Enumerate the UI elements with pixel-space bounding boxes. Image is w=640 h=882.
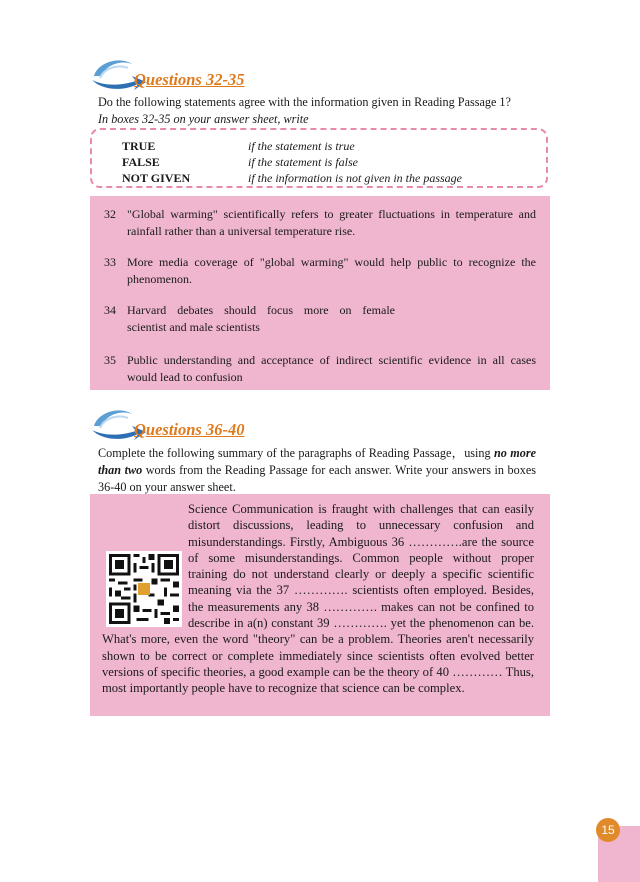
instruction-part: words from the Reading Passage for each answer. Write your answers in boxes 36-40 on your answer sheet. [98,463,536,494]
option-label: TRUE [122,139,156,153]
instruction-paragraph [98,445,536,496]
summary-text [102,501,534,697]
option-label: FALSE [122,155,160,169]
instruction-part: Complete the following summary of the paragraphs of Reading Passage，using [98,446,495,460]
qr-code-icon [106,551,182,627]
question-number: 32 [104,207,116,221]
question-number: 34 [104,303,116,317]
question-text: "Global warming" scientifically refers to greater fluctuations in temperature and rainfall rather than a universal temperature rise. [127,207,536,238]
instruction-line-2: In boxes 32-35 on your answer sheet, write [98,112,309,126]
option-label: NOT GIVEN [122,171,191,185]
section-title: Questions 32-35 [134,70,245,89]
question-number: 35 [104,353,116,367]
page-number: 15 [596,818,620,842]
question-text-line: scientist and male scientists [127,320,260,334]
summary-paragraph: Science Communication is fraught with challenges that can easily distort discussions, leading to unnecessary confusion and misunderstandings. Firstly, Ambiguous 36 ………….are the source of some misunderstandings. Common people without proper training do not understand clearly or deeply a specific scientific meaning via the 37 …………. scientists often employed. Besides, the measurements any 38 …………. makes can not be confined to describe in a(n) constant 39 …………. yet the phenomenon can be. What's more, even the word "theory" can be a problem. Theories aren't necessarily shown to be correct or complete immediately since scientists often evolved better versions of specific theories, a good example can be the theory of 40 ………… Thus, most importantly people have to recognize that science can be complex. [102,502,534,696]
option-meaning: if the information is not given in the passage [248,171,462,185]
section-header-32-35 [88,54,348,94]
section-title: Questions 36-40 [134,420,245,439]
question-number: 33 [104,255,116,269]
instruction-line-1: Do the following statements agree with the information given in Reading Passage 1? [98,95,511,109]
option-meaning: if the statement is false [248,155,358,169]
question-text: More media coverage of "global warming" would help public to recognize the phenomenon. [127,255,536,286]
section-header-36-40 [88,404,348,444]
question-text-line: Harvard debates should focus more on female [127,303,395,317]
instruction-emphasis: no more than two [98,446,536,477]
option-meaning: if the statement is true [248,139,355,153]
question-text: Public understanding and acceptance of indirect scientific evidence in all cases would lead to confusion [127,353,536,384]
